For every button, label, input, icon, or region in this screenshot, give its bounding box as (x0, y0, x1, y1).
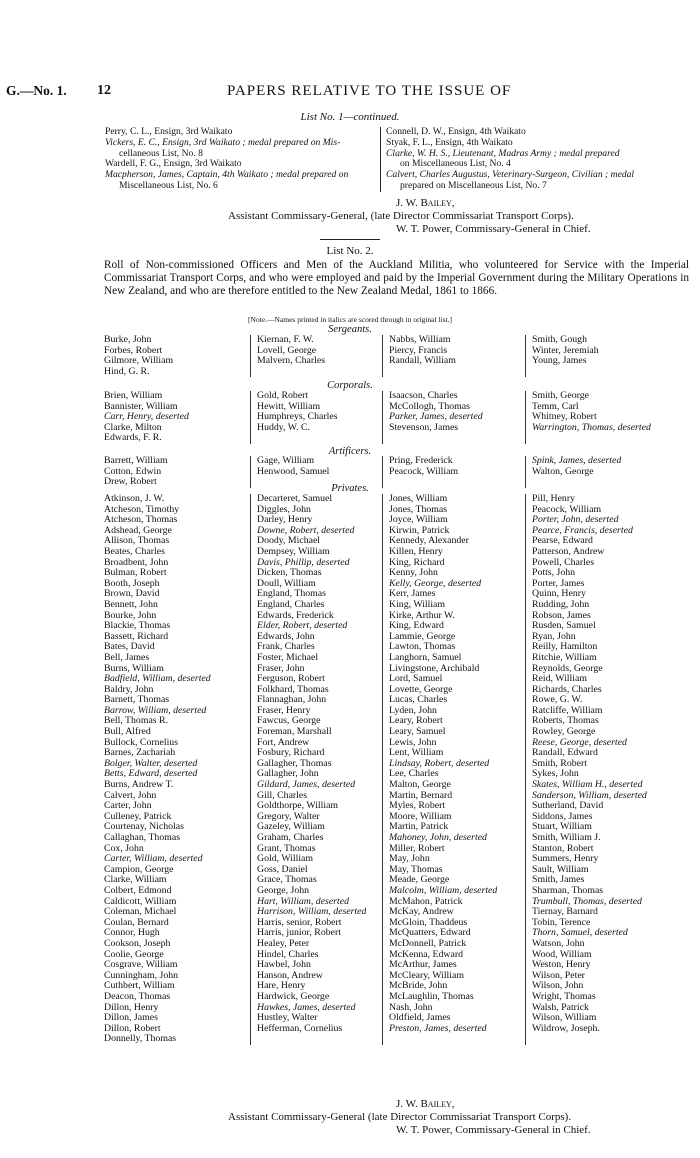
name-entry: Sharman, Thomas (532, 885, 604, 896)
name-entry: Smith, William J. (532, 833, 601, 843)
name-entry: Cookson, Joseph (104, 938, 171, 949)
section-title: Sergeants. (328, 324, 372, 335)
name-entry: Jones, Thomas (389, 504, 448, 515)
section-names-block (104, 494, 694, 1045)
name-entry: Temm, Carl (532, 401, 579, 412)
name-entry: Lewis, John (389, 737, 437, 748)
name-entry: Connor, Hugh (104, 928, 160, 939)
name-entry: Pill, Henry (532, 494, 575, 504)
name-entry: Nabbs, William (389, 335, 451, 345)
name-entry: Frank, Charles (257, 642, 315, 653)
name-entry: Leary, Robert (389, 716, 443, 727)
name-entry: Tobin, Terence (532, 917, 591, 928)
names-column (382, 494, 497, 1045)
name-entry: Harris, senior, Robert (257, 917, 342, 928)
name-entry: Lovell, George (257, 345, 317, 356)
running-title: PAPERS RELATIVE TO THE ISSUE OF (227, 83, 512, 99)
name-entry: Reilly, Hamilton (532, 642, 598, 653)
name-entry: Bassett, Richard (104, 631, 169, 642)
name-entry: Walsh, Patrick (532, 1002, 589, 1013)
section-names-block (104, 335, 694, 377)
names-column (104, 391, 189, 444)
name-entry: Elder, Robert, deserted (257, 621, 348, 632)
name-entry: Langhorn, Samuel (389, 652, 462, 663)
name-entry: Fort, Andrew (257, 737, 310, 748)
name-entry: Oldfield, James (389, 1013, 451, 1024)
name-entry: McCollogh, Thomas (389, 401, 470, 412)
name-entry: McMahon, Patrick (389, 896, 463, 907)
roll-description: Roll of Non-commissioned Officers and Men of the Auckland Militia, who volunteered for Service with the Imperial Commissariat Transport Corps, and who were employed and paid by the Imperial Government during the Military Operations in New Zealand, and who are therefore entitled to the New Zealand Medal, 1861 to 1866. (104, 259, 689, 298)
list1-signature-chief: W. T. Power, Commissary-General in Chief. (396, 223, 591, 235)
footer-signature-name: J. W. Bailey, (396, 1098, 455, 1110)
name-entry: Weston, Henry (532, 960, 591, 971)
name-entry: Porter, James (532, 578, 585, 589)
name-entry: Fraser, Henry (257, 705, 311, 716)
name-entry: Hare, Henry (257, 981, 306, 992)
name-entry: Tiernay, Barnard (532, 907, 598, 918)
name-entry: Livingstone, Archibald (389, 663, 480, 674)
footer-signature-chief: W. T. Power, Commissary-General in Chief. (396, 1124, 591, 1136)
name-entry: Preston, James, deserted (389, 1023, 487, 1034)
name-entry: Harrison, William, deserted (257, 907, 367, 918)
name-entry: Malcolm, William, deserted (389, 885, 498, 896)
list2-heading: List No. 2. (326, 245, 374, 257)
name-entry: Miller, Robert (389, 843, 445, 854)
name-entry: Wood, William (532, 949, 592, 960)
name-entry: Joyce, William (389, 515, 448, 526)
name-entry: Coulan, Bernard (104, 917, 169, 928)
name-entry: Fosbury, Richard (257, 748, 325, 759)
name-entry: Allison, Thomas (104, 536, 170, 547)
name-entry: Patterson, Andrew (532, 546, 605, 557)
name-entry: May, Thomas (389, 864, 443, 875)
name-entry: Dillon, James (104, 1013, 158, 1024)
name-entry: Decarteret, Samuel (257, 494, 333, 504)
page-number: 12 (97, 83, 111, 98)
name-entry: Piercy, Francis (389, 345, 448, 356)
name-entry: Bourke, John (104, 610, 157, 621)
list1-entry: Macpherson, James, Captain, 4th Waikato ; medal prepared on (105, 169, 349, 181)
name-entry: Cotton, Edwin (104, 466, 162, 477)
name-entry: Sutherland, David (532, 801, 604, 812)
name-entry: Lovette, George (389, 684, 453, 695)
name-entry: Quinn, Henry (532, 589, 586, 600)
name-entry: Smith, James (532, 875, 585, 886)
name-entry: Gill, Charles (257, 790, 308, 801)
name-entry: Carter, William, deserted (104, 854, 203, 865)
name-entry: Darley, Henry (257, 515, 313, 526)
list1-entry: Miscellaneous List, No. 6 (119, 179, 218, 191)
list1-entry: Perry, C. L., Ensign, 3rd Waikato (105, 126, 233, 137)
name-entry: England, Thomas (257, 589, 326, 600)
name-entry: Gregory, Walter (257, 811, 320, 822)
document-reference: G.—No. 1. (6, 83, 67, 98)
names-column (525, 494, 647, 1045)
name-entry: Gallagher, John (257, 769, 319, 780)
name-entry: Spink, James, deserted (532, 456, 622, 466)
list1-entry: Calvert, Charles Augustus, Veterinary-Surgeon, Civilian ; medal (386, 169, 635, 181)
name-entry: Gilmore, William (104, 356, 174, 367)
name-entry: Rusden, Samuel (532, 621, 596, 632)
list1-entry: Wardell, F. G., Ensign, 3rd Waikato (105, 158, 242, 170)
name-entry: Beates, Charles (104, 546, 165, 557)
name-entry: Hawkes, James, deserted (257, 1002, 356, 1013)
name-entry: Killen, Henry (389, 546, 443, 557)
name-entry: Pearse, Edward (532, 536, 593, 547)
name-entry: Whitney, Robert (532, 412, 597, 423)
name-entry: Coolie, George (104, 949, 164, 960)
name-entry: Hawbel, John (257, 960, 311, 971)
name-entry: Lent, William (389, 748, 444, 759)
names-column (382, 335, 456, 377)
name-entry: Kerr, James (389, 589, 436, 600)
name-entry: McBride, John (389, 981, 448, 992)
name-entry: Hindel, Charles (257, 949, 319, 960)
name-entry: Hefferman, Cornelius (257, 1023, 343, 1034)
name-entry: Broadbent, John (104, 557, 169, 568)
name-entry: Harris, junior, Robert (257, 928, 341, 939)
name-entry: Watson, John (532, 938, 585, 949)
name-entry: McCleary, William (389, 970, 464, 981)
names-column (525, 335, 599, 377)
name-entry: McDonnell, Patrick (389, 938, 467, 949)
name-entry: Hewitt, William (257, 401, 321, 412)
name-entry: Warrington, Thomas, deserted (532, 422, 651, 433)
name-entry: Cuthbert, William (104, 981, 175, 992)
name-entry: Randall, Edward (532, 748, 598, 759)
name-entry: Walton, George (532, 466, 594, 477)
list1-signature-name: J. W. Bailey, (396, 197, 455, 209)
name-entry: May, John (389, 854, 430, 865)
name-entry: Mahoney, John, deserted (389, 833, 487, 843)
name-entry: Peacock, William (389, 466, 459, 477)
name-entry: Wilson, John (532, 981, 584, 992)
name-entry: Carter, John (104, 801, 152, 812)
name-entry: Stevenson, James (389, 422, 459, 433)
name-entry: Nash, John (389, 1002, 433, 1013)
list1-entry: Styak, F. L., Ensign, 4th Waikato (386, 136, 513, 148)
name-entry: Kennedy, Alexander (389, 536, 469, 547)
name-entry: Stuart, William (532, 822, 592, 833)
name-entry: Bullock, Cornelius (104, 737, 179, 748)
name-entry: Lord, Samuel (389, 674, 443, 685)
name-entry: Atkinson, J. W. (104, 494, 165, 504)
name-entry: England, Charles (257, 599, 325, 610)
name-entry: Burns, Andrew T. (104, 780, 174, 791)
name-entry: Trumbull, Thomas, deserted (532, 896, 642, 907)
section-title: Artificers. (328, 446, 372, 457)
name-entry: Randall, William (389, 356, 456, 367)
name-entry: Ryan, John (532, 631, 576, 642)
name-entry: Meade, George (389, 875, 450, 886)
name-entry: Bannister, William (104, 401, 178, 412)
name-entry: Gildard, James, deserted (257, 780, 356, 791)
name-entry: Blackie, Thomas (104, 621, 171, 632)
name-entry: Smith, Robert (532, 758, 587, 769)
name-entry: Porter, John, deserted (532, 515, 619, 526)
name-entry: Downe, Robert, deserted (257, 525, 355, 536)
name-entry: Edwards, John (257, 631, 315, 642)
name-entry: Flannaghan, John (257, 695, 327, 706)
name-entry: Reid, William (532, 674, 587, 685)
name-entry: Pearce, Francis, deserted (532, 525, 633, 536)
section-divider (320, 239, 380, 240)
name-entry: Atcheson, Timothy (104, 504, 180, 515)
list1-entries (105, 127, 680, 195)
name-entry: Adshead, George (104, 525, 172, 536)
name-entry: Foster, Michael (257, 652, 319, 663)
name-entry: Wright, Thomas (532, 991, 596, 1002)
name-entry: Callaghan, Thomas (104, 833, 181, 843)
section-title: Corporals. (327, 380, 373, 391)
name-entry: Drew, Robert (104, 477, 157, 488)
name-entry: King, Richard (389, 557, 445, 568)
name-entry: Hardwick, George (257, 991, 330, 1002)
name-entry: Doull, William (257, 578, 316, 589)
name-entry: Henwood, Samuel (257, 466, 330, 477)
name-entry: Smith, George (532, 391, 589, 401)
name-entry: Betts, Edward, deserted (104, 769, 198, 780)
name-entry: Dillon, Robert (104, 1023, 161, 1034)
name-entry: Fawcus, George (257, 716, 321, 727)
name-entry: Richards, Charles (532, 684, 602, 695)
name-entry: Clarke, William (104, 875, 167, 886)
name-entry: Atcheson, Thomas (104, 515, 178, 526)
name-entry: Reese, George, deserted (532, 737, 627, 748)
name-entry: McKenna, Edward (389, 949, 463, 960)
name-entry: Dempsey, William (257, 546, 330, 557)
name-entry: Coleman, Michael (104, 907, 177, 918)
name-entry: Hustley, Walter (257, 1013, 318, 1024)
name-entry: Grace, Thomas (257, 875, 317, 886)
name-entry: Humphreys, Charles (257, 412, 338, 423)
list1-entry: Vickers, E. C., Ensign, 3rd Waikato ; medal prepared on Mis- (105, 136, 341, 148)
name-entry: McGloin, Thaddeus (389, 917, 468, 928)
name-entry: Smith, Gough (532, 335, 587, 345)
name-entry: Bulman, Robert (104, 568, 167, 579)
name-entry: Burns, William (104, 663, 164, 674)
list1-entry: cellaneous List, No. 8 (119, 147, 203, 159)
name-entry: Goss, Daniel (257, 864, 308, 875)
names-column (525, 391, 651, 444)
name-entry: Brien, William (104, 391, 163, 401)
name-entry: Davis, Phillip, deserted (257, 557, 350, 568)
name-entry: Diggles, John (257, 504, 311, 515)
name-entry: Booth, Joseph (104, 578, 160, 589)
name-entry: Isaacson, Charles (389, 391, 458, 401)
name-entry: Baldry, John (104, 684, 154, 695)
name-entry: George, John (257, 885, 310, 896)
name-entry: Barrett, William (104, 456, 168, 466)
name-entry: Kirke, Arthur W. (389, 610, 455, 621)
name-entry: Clarke, Milton (104, 422, 162, 433)
names-column (104, 494, 211, 1045)
list1-left-column (105, 127, 367, 192)
name-entry: King, Edward (389, 621, 444, 632)
name-entry: Deacon, Thomas (104, 991, 171, 1002)
name-entry: Hind, G. R. (104, 366, 150, 377)
name-entry: Barnes, Zachariah (104, 748, 176, 759)
name-entry: Malvern, Charles (257, 356, 326, 367)
name-entry: Robson, James (532, 610, 591, 621)
name-entry: Cosgrave, William (104, 960, 178, 971)
name-entry: Sault, William (532, 864, 589, 875)
name-entry: Culleney, Patrick (104, 811, 172, 822)
name-entry: Donnelly, Thomas (104, 1034, 177, 1045)
name-entry: Bolger, Walter, deserted (104, 758, 198, 769)
list1-entry: Connell, D. W., Ensign, 4th Waikato (386, 126, 526, 137)
name-entry: Campion, George (104, 864, 174, 875)
name-entry: Cunningham, John (104, 970, 179, 981)
name-entry: Martin, Bernard (389, 790, 453, 801)
names-column (104, 335, 173, 377)
name-entry: Gallagher, Thomas (257, 758, 332, 769)
name-entry: Sykes, John (532, 769, 579, 780)
name-entry: Stanton, Robert (532, 843, 594, 854)
name-entry: Gazeley, William (257, 822, 325, 833)
name-entry: Bates, David (104, 642, 155, 653)
name-entry: Skates, William H., deserted (532, 780, 643, 791)
name-entry: Caldicott, William (104, 896, 177, 907)
list1-entry: prepared on Miscellaneous List, No. 7 (400, 179, 547, 191)
name-entry: Badfield, William, deserted (104, 674, 211, 685)
name-entry: Ratcliffe, William (532, 705, 603, 716)
name-entry: Forbes, Robert (104, 345, 163, 356)
name-entry: Dillon, Henry (104, 1002, 159, 1013)
list1-entry: Clarke, W. H. S., Lieutenant, Madras Army ; medal prepared (386, 147, 620, 159)
section-title: Privates. (331, 483, 369, 494)
name-entry: Bull, Alfred (104, 727, 151, 738)
name-entry: Young, James (532, 356, 587, 367)
name-entry: Kelly, George, deserted (389, 578, 482, 589)
name-entry: Gold, William (257, 854, 314, 865)
name-entry: McKay, Andrew (389, 907, 454, 918)
name-entry: McArthur, James (389, 960, 457, 971)
page-header (0, 83, 700, 103)
name-entry: Fraser, John (257, 663, 305, 674)
name-entry: Lindsay, Robert, deserted (389, 758, 490, 769)
name-entry: Winter, Jeremiah (532, 345, 599, 356)
name-entry: Calvert, John (104, 790, 157, 801)
name-entry: Lucas, Charles (389, 695, 448, 706)
name-entry: Edwards, Frederick (257, 610, 334, 621)
name-entry: Myles, Robert (389, 801, 446, 812)
name-entry: Edwards, F. R. (104, 433, 162, 444)
name-entry: Kiernan, F. W. (257, 335, 314, 345)
name-entry: Siddons, James (532, 811, 593, 822)
name-entry: Colbert, Edmond (104, 885, 172, 896)
name-entry: Martin, Patrick (389, 822, 449, 833)
section-names-block (104, 391, 694, 444)
name-entry: Bell, James (104, 652, 150, 663)
name-entry: Folkhard, Thomas (257, 684, 329, 695)
name-entry: Goldthorpe, William (257, 801, 339, 812)
name-entry: Huddy, W. C. (257, 422, 310, 433)
name-entry: Jones, William (389, 494, 448, 504)
name-entry: Wildrow, Joseph. (532, 1023, 600, 1034)
name-entry: King, William (389, 599, 446, 610)
name-entry: Ferguson, Robert (257, 674, 325, 685)
name-entry: Bell, Thomas R. (104, 716, 169, 727)
name-entry: Kenny, John (389, 568, 438, 579)
name-entry: Burke, John (104, 335, 152, 345)
name-entry: Reynolds, George (532, 663, 603, 674)
name-entry: Hanson, Andrew (257, 970, 323, 981)
name-entry: Leary, Samuel (389, 727, 446, 738)
name-entry: Wilson, Peter (532, 970, 585, 981)
name-entry: Foreman, Marshall (257, 727, 332, 738)
name-entry: Grant, Thomas (257, 843, 316, 854)
name-entry: Kirwin, Patrick (389, 525, 450, 536)
list1-heading: List No. 1—continued. (300, 111, 400, 123)
name-entry: Barrow, William, deserted (104, 705, 207, 716)
name-entry: Brown, David (104, 589, 160, 600)
name-entry: Parker, James, deserted (389, 412, 483, 423)
name-entry: Pring, Frederick (389, 456, 453, 466)
names-column (250, 391, 338, 444)
name-entry: Lawton, Thomas (389, 642, 456, 653)
name-entry: Rowe, G. W. (532, 695, 583, 706)
name-entry: Thorn, Samuel, deserted (532, 928, 628, 939)
name-entry: Carr, Henry, deserted (104, 412, 189, 423)
names-column (250, 494, 366, 1045)
list1-entry: on Miscellaneous List, No. 4 (400, 158, 511, 170)
footer-signature-title: Assistant Commissary-General (late Director Commissariat Transport Corps). (228, 1111, 572, 1123)
name-entry: Lee, Charles (389, 769, 439, 780)
list1-signature-title: Assistant Commissary-General, (late Director Commissariat Transport Corps). (228, 210, 574, 222)
name-entry: Powell, Charles (532, 557, 595, 568)
name-entry: Cox, John (104, 843, 144, 854)
name-entry: Summers, Henry (532, 854, 599, 865)
name-entry: Hart, William, deserted (257, 896, 349, 907)
name-entry: McQuatters, Edward (389, 928, 471, 939)
name-entry: Bennett, John (104, 599, 158, 610)
name-entry: Gold, Robert (257, 391, 309, 401)
name-entry: Gage, William (257, 456, 315, 466)
name-entry: Lammie, George (389, 631, 456, 642)
name-entry: Ritchie, William (532, 652, 597, 663)
name-entry: Sanderson, William, deserted (532, 790, 647, 801)
italics-note: [Note.—Names printed in italics are scored through in original list.] (248, 315, 452, 324)
name-entry: Barnett, Thomas (104, 695, 170, 706)
name-entry: Roberts, Thomas (532, 716, 599, 727)
list1-right-column (380, 127, 686, 192)
name-entry: Wilson, William (532, 1013, 597, 1024)
name-entry: Graham, Charles (257, 833, 324, 843)
name-entry: Malton, George (389, 780, 451, 791)
name-entry: Healey, Peter (257, 938, 310, 949)
name-entry: Lyden, John (389, 705, 437, 716)
name-entry: Moore, William (389, 811, 452, 822)
names-column (250, 335, 325, 377)
name-entry: Rowley, George (532, 727, 596, 738)
name-entry: Dicken, Thomas (257, 568, 322, 579)
name-entry: McLaughlin, Thomas (389, 991, 474, 1002)
name-entry: Rudding, John (532, 599, 590, 610)
name-entry: Peacock, William (532, 504, 602, 515)
name-entry: Courtenay, Nicholas (104, 822, 184, 833)
name-entry: Doody, Michael (257, 536, 321, 547)
name-entry: Potts, John (532, 568, 576, 579)
names-column (382, 391, 483, 444)
